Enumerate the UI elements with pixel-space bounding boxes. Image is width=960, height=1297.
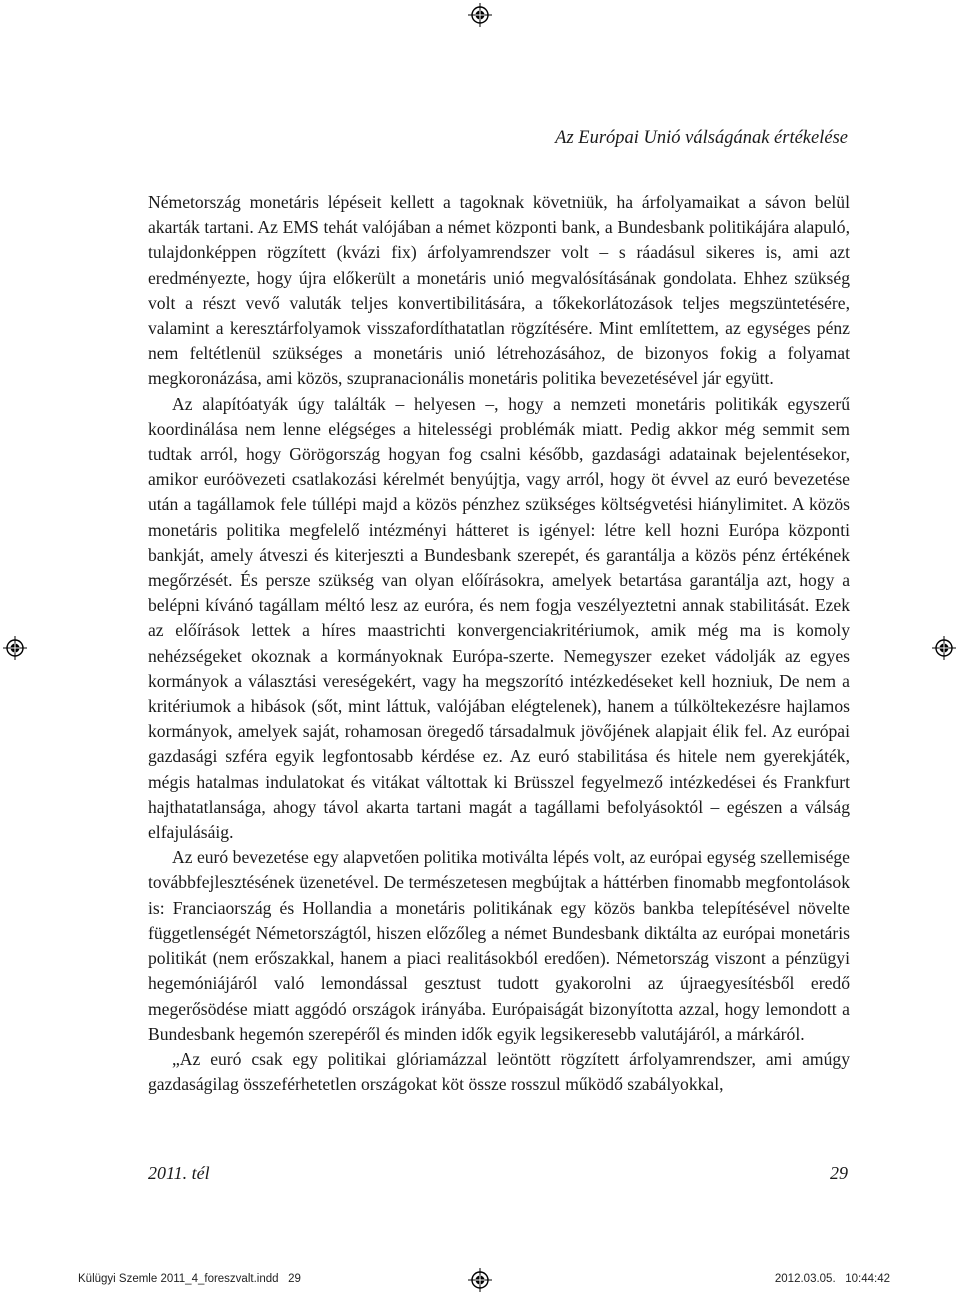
registration-mark-icon bbox=[3, 636, 27, 660]
running-header: Az Európai Unió válságának értékelése bbox=[555, 128, 848, 148]
print-slug-timestamp: 2012.03.05. 10:44:42 bbox=[774, 1273, 890, 1285]
article-body bbox=[148, 190, 850, 1097]
paragraph-2: Az alapítóatyák úgy találták – helyesen –, hogy a nemzeti monetáris politikák egyszerű koordinálása nem lenne elégséges a hitelességi problémák miatt. Pedig akkor még semmit sem tudtak arról, hogy Görögország hogyan fog csalni később, gazdasági adatainak bejelentésekor, amikor euróövezeti csatlakozási kérelmét benyújtja, vagy arról, hogy öt évvel az euró bevezetése után a tagállamok fele túllépi majd a közös pénzhez szükséges költségvetési hiánylimitet. A közös monetáris politika megfelelő intézményi hátteret is igényel: létre kell hozni Európa központi bankját, amely átveszi és kiterjeszti a Bundesbank szerepét, és garantálja a közös pénz értékének megőrzését. És persze szükség van olyan előírásokra, amelyek betartása garantálja azt, hogy a belépni kívánó tagállam méltó lesz az euróra, és nem fogja veszélyeztetni annak stabilitását. Ezek az előírások lettek a híres maastrichti konvergenciakritériumok, amik még ma is komoly nehézségeket okoznak a kormányoknak Európa-szerte. Nemegyszer ezeket vádolják az egyes kormányok a választási vereségekért, vagy ha megszorító intézkedéseket kell hozniuk, De nem a kritériumok a hibások (sőt, mint láttuk, valójában elégtelenek), hanem a túlköltekezésre hajlamos kormányok, amelyek saját, rohamosan öregedő társadalmuk jövőjének alapjait élik fel. Az európai gazdasági szféra egyik legfontosabb kérdése ez. Az euró stabilitása és hitele nem gyerekjáték, mégis hatalmas indulatokat és vitákat váltottak ki Brüsszel fegyelmező intézkedései és Frankfurt hajthatatlansága, ahogy távol akarta tartani magát a tagállami befolyásoktól – egészen a válság elfajulásáig. bbox=[148, 393, 850, 843]
paragraph-1: Németország monetáris lépéseit kellett a tagoknak követniük, ha árfolyamaikat a sávon belül akarták tartani. Az EMS tehát valójában a német központi bank, a Bundesbank politikájára alapuló, tulajdonképpen rögzített (kvázi fix) árfolyamrendszer volt – s ráadásul sikeres is, ami azt eredményezte, hogy újra előkerült a monetáris unió megvalósításának gondolata. Ehhez szükség volt a részt vevő valuták teljes konvertibilitására, a tőkekorlátozások teljes megszüntetésére, valamint a keresztárfolyamok visszafordíthatatlan rögzítésére. Mint említettem, az egységes pénz nem feltétlenül szükséges a monetáris unió létrehozásához, de bizonyos fokig a folyamat megkoronázása, ami közös, szupranacionális monetáris politika bevezetésével jár együtt. bbox=[148, 192, 850, 389]
print-slug-file: Külügyi Szemle 2011_4_foreszvalt.indd 29 bbox=[78, 1273, 301, 1285]
page-number: 29 bbox=[830, 1163, 848, 1183]
paragraph-3: Az euró bevezetése egy alapvetően politika motiválta lépés volt, az európai egység szellemisége továbbfejlesztésének üzenetével. De természetesen megbújtak a háttérben finomabb megfontolások is: Franciaország és Hollandia a monetáris politikának egy közös bankba telepítésével növelte függetlenségét Németországtól, hiszen előzőleg a német Bundesbank diktálta az európai monetáris politikát (nem erőszakkal, hanem a piaci realitásokból eredően). Németország viszont a pénzügyi hegemóniájáról való lemondással gesztust tudott gyakorolni az újraegyesítésből eredő megerősödése miatt aggódó országok irányába. Európaiságát bizonyította azzal, hogy lemondott a Bundesbank hegemón szerepéről és minden idők egyik legsikeresebb valutájáról, a márkáról. bbox=[148, 847, 850, 1044]
registration-mark-icon bbox=[468, 3, 492, 27]
paragraph-4: „Az euró csak egy politikai glóriamázzal leöntött rögzített árfolyamrendszer, ami amúgy gazdaságilag összeférhetetlen országokat köt össze rosszul működő szabályokkal, bbox=[148, 1048, 850, 1095]
registration-mark-icon bbox=[468, 1268, 492, 1292]
registration-mark-icon bbox=[932, 636, 956, 660]
issue-label: 2011. tél bbox=[148, 1163, 210, 1183]
